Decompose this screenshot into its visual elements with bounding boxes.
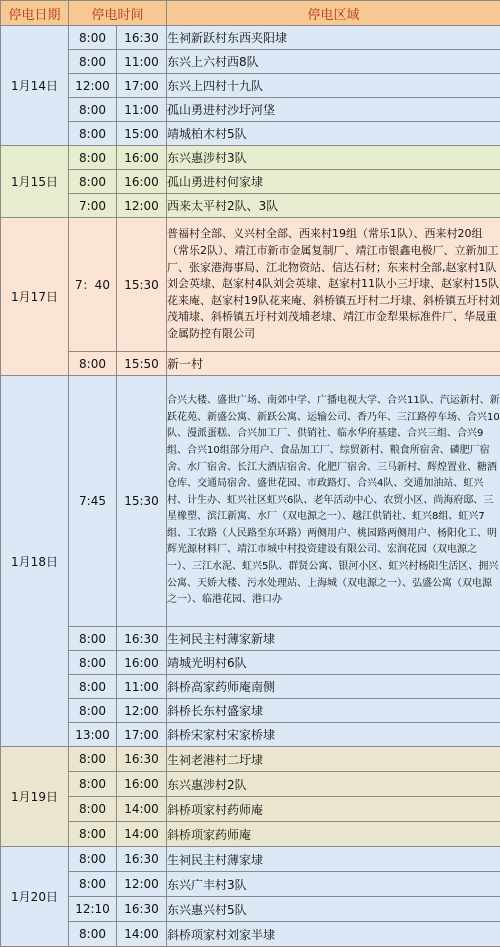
table-row [1, 651, 500, 675]
outage-table-body [1, 26, 500, 947]
start-time: 8:00 [69, 651, 117, 675]
start-time: 7:45 [69, 376, 117, 627]
table-row [1, 170, 500, 194]
outage-date: 1月18日 [1, 376, 69, 747]
outage-area: 生祠民主村薄家新埭 [167, 627, 500, 651]
end-time: 16:00 [117, 170, 167, 194]
outage-area: 孤山勇进村沙圩河垡 [167, 98, 500, 122]
outage-area: 普福村全部、义兴村全部、西来村19组（常乐1队）、西来村20组（常乐2队）、靖江市新市金属复制厂、靖江市银鑫电极厂、立新加工厂、张家港海事局、江北物资站、信达石材；东来村全部,赵家村1队刘会英埭、赵家村4队刘会英埭、赵家村11队小三圩埭、赵家村15队花来庵、赵家村19队花来庵、斜桥镇五圩村二圩埭、斜桥镇五圩村刘茂埔埭、斜桥镇五圩村刘茂埔老埭、靖江市金犁果标准件厂、华晟重金属防控有限公司 [167, 218, 500, 352]
outage-date: 1月14日 [1, 26, 69, 146]
outage-area: 东兴惠涉村2队 [167, 772, 500, 797]
start-time: 8:00 [69, 675, 117, 699]
table-row [1, 797, 500, 822]
end-time: 16:30 [117, 847, 167, 872]
end-time: 12:00 [117, 872, 167, 897]
table-row [1, 723, 500, 747]
end-time: 12:00 [117, 699, 167, 723]
header-area: 停电区域 [167, 1, 500, 26]
end-time: 16:00 [117, 772, 167, 797]
outage-date: 1月17日 [1, 218, 69, 376]
end-time: 16:30 [117, 747, 167, 772]
table-row [1, 26, 500, 50]
header-row [1, 1, 500, 26]
table-row [1, 146, 500, 170]
outage-area: 东兴上六村西8队 [167, 50, 500, 74]
start-time: 8:00 [69, 822, 117, 847]
outage-date: 1月19日 [1, 747, 69, 847]
outage-area: 生祠老港村二圩埭 [167, 747, 500, 772]
table-row [1, 772, 500, 797]
outage-area: 孤山勇进村何家埭 [167, 170, 500, 194]
end-time: 16:00 [117, 651, 167, 675]
end-time: 17:00 [117, 74, 167, 98]
table-row [1, 218, 500, 352]
table-row [1, 699, 500, 723]
start-time: 8:00 [69, 872, 117, 897]
end-time: 12:00 [117, 194, 167, 218]
start-time: 7:00 [69, 194, 117, 218]
table-row [1, 122, 500, 146]
table-row [1, 872, 500, 897]
table-row [1, 822, 500, 847]
end-time: 14:00 [117, 822, 167, 847]
start-time: 8:00 [69, 772, 117, 797]
end-time: 14:00 [117, 797, 167, 822]
end-time: 14:00 [117, 922, 167, 947]
table-row [1, 352, 500, 376]
start-time: 8:00 [69, 352, 117, 376]
start-time: 8:00 [69, 98, 117, 122]
table-row [1, 98, 500, 122]
table-row [1, 50, 500, 74]
outage-area: 东兴惠兴村5队 [167, 897, 500, 922]
outage-area: 斜桥高家药师庵南侧 [167, 675, 500, 699]
end-time: 11:00 [117, 98, 167, 122]
table-row [1, 376, 500, 627]
end-time: 15:00 [117, 122, 167, 146]
table-row [1, 74, 500, 98]
start-time: 8:00 [69, 50, 117, 74]
table-row [1, 194, 500, 218]
end-time: 11:00 [117, 50, 167, 74]
start-time: 8:00 [69, 170, 117, 194]
outage-area: 东兴上四村十九队 [167, 74, 500, 98]
start-time: 8:00 [69, 26, 117, 50]
table-row [1, 675, 500, 699]
outage-area: 斜桥宋家村宋家桥埭 [167, 723, 500, 747]
end-time: 16:30 [117, 897, 167, 922]
start-time: 7：40 [69, 218, 117, 352]
table-row [1, 897, 500, 922]
end-time: 16:30 [117, 627, 167, 651]
outage-area: 生祠民主村薄家埭 [167, 847, 500, 872]
start-time: 8:00 [69, 122, 117, 146]
table-row [1, 847, 500, 872]
table-row [1, 747, 500, 772]
outage-area: 靖城光明村6队 [167, 651, 500, 675]
outage-area: 斜桥项家村刘家半埭 [167, 922, 500, 947]
start-time: 8:00 [69, 747, 117, 772]
start-time: 8:00 [69, 699, 117, 723]
start-time: 12:10 [69, 897, 117, 922]
start-time: 13:00 [69, 723, 117, 747]
header-date: 停电日期 [1, 1, 69, 26]
outage-area: 新一村 [167, 352, 500, 376]
start-time: 8:00 [69, 922, 117, 947]
start-time: 8:00 [69, 627, 117, 651]
table-row [1, 922, 500, 947]
start-time: 8:00 [69, 797, 117, 822]
header-time: 停电时间 [69, 1, 167, 26]
outage-area: 靖城柏木村5队 [167, 122, 500, 146]
start-time: 8:00 [69, 146, 117, 170]
outage-date: 1月15日 [1, 146, 69, 218]
end-time: 16:00 [117, 146, 167, 170]
end-time: 15:30 [117, 376, 167, 627]
outage-area: 斜桥项家药师庵 [167, 822, 500, 847]
table-row [1, 627, 500, 651]
end-time: 17:00 [117, 723, 167, 747]
end-time: 16:30 [117, 26, 167, 50]
end-time: 15:30 [117, 218, 167, 352]
outage-date: 1月20日 [1, 847, 69, 947]
outage-area: 斜桥长东村盛家埭 [167, 699, 500, 723]
end-time: 15:50 [117, 352, 167, 376]
end-time: 11:00 [117, 675, 167, 699]
start-time: 8:00 [69, 847, 117, 872]
outage-area: 斜桥项家村药师庵 [167, 797, 500, 822]
outage-area: 东兴惠涉村3队 [167, 146, 500, 170]
outage-area: 合兴大楼、盛世广场、南郊中学、广播电视大学、合兴11队、汽运新村、新跃花苑、新盛公寓、新跃公寓、运输公司、香乃年、三江路停车场、合兴10队、漫派蛋糕、合兴加工厂、供销社、临水华府基建、合兴三组、合兴9组、合兴10组部分用户、食品加工厂、综贸新村、粮食所宿舍、磷肥厂宿舍、水厂宿舍、长江大酒店宿舍、化肥厂宿舍、三马新村、辉煌置业、糖酒仓库、交通局宿舍、盛世花园、市政路灯、合兴4队、交通加油站、虹兴村、计生办、虹兴社区虹兴6队、老年活动中心、农贸小区、尚海府邸、三星橡塑、滨江新寓、水厂（双电源之一）、越江供销社、虹兴8组、虹兴7组、工农路（人民路至东环路）两侧用户、桃园路两侧用户、杨阳化工、明辉光源材料厂、靖江市城中村投资建设有限公司、宏润花园（双电源之一）、三江水泥、虹兴5队、群贤公寓、银河小区、虹兴村杨阳生活区、拥兴公寓、天娇大楼、污水处理站、上海城（双电源之一）、弘盛公寓（双电源之一）、临港花园、港口办 [167, 376, 500, 627]
outage-area: 东兴广丰村3队 [167, 872, 500, 897]
start-time: 12:00 [69, 74, 117, 98]
outage-area: 西来太平村2队、3队 [167, 194, 500, 218]
outage-area: 生祠新跃村东西夹阳埭 [167, 26, 500, 50]
